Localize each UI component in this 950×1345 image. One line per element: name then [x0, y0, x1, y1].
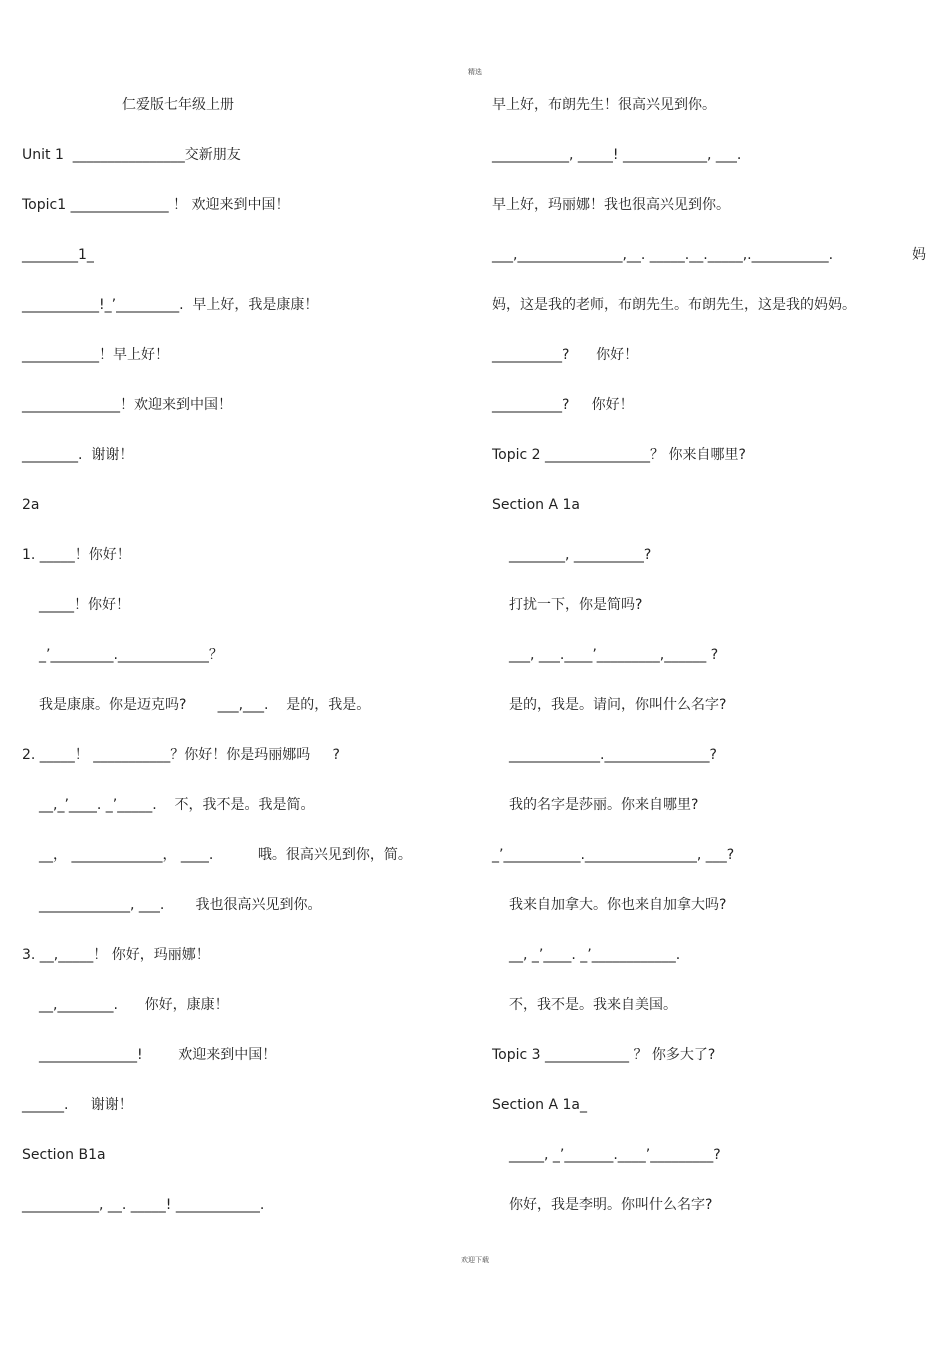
- exercise-line: __， _____________， ____. 哦。很高兴见到你，简。: [39, 847, 412, 863]
- exercise-line: 你好，我是李明。你叫什么名字?: [509, 1197, 713, 1213]
- section-heading: Section B1a: [22, 1147, 106, 1163]
- exercise-line: ___________, __. _____! ____________.: [22, 1197, 265, 1213]
- exercise-line: __, _’____. _’____________.: [509, 947, 681, 963]
- exercise-line: _____！你好！: [39, 597, 130, 613]
- exercise-line: ___________, _____! ____________, ___.: [492, 147, 742, 163]
- exercise-line: 我的名字是莎丽。你来自哪里?: [509, 797, 699, 813]
- exercise-line: ______________！欢迎来到中国！: [22, 397, 232, 413]
- section-heading: Section A 1a_: [492, 1097, 587, 1113]
- exercise-line: ______________! 欢迎来到中国！: [39, 1047, 277, 1063]
- exercise-line-trail: 妈: [912, 247, 926, 263]
- exercise-line: 不，我不是。我来自美国。: [509, 997, 677, 1013]
- exercise-line: ________, __________?: [509, 547, 652, 563]
- exercise-line: 2. _____！ ___________？你好！你是玛丽娜吗 ?: [22, 747, 340, 763]
- topic-heading: Topic 2 _______________？ 你来自哪里?: [492, 447, 746, 463]
- exercise-line: 打扰一下，你是简吗?: [509, 597, 643, 613]
- exercise-line: __________? 你好！: [492, 397, 634, 413]
- exercise-line-text: ___,_______________,__. _____.__._____,.___________.: [492, 247, 834, 263]
- exercise-line: _’___________.________________, ___?: [492, 847, 735, 863]
- page-footer: 欢迎下载: [461, 1256, 489, 1264]
- exercise-line: ___________！早上好！: [22, 347, 169, 363]
- exercise-line: 早上好，玛丽娜！我也很高兴见到你。: [492, 197, 730, 213]
- exercise-line: _’_________._____________？: [39, 647, 223, 663]
- exercise-line: 是的，我是。请问，你叫什么名字?: [509, 697, 727, 713]
- left-column: [22, 93, 462, 1243]
- exercise-line: 我来自加拿大。你也来自加拿大吗?: [509, 897, 727, 913]
- document-title: 仁爱版七年级上册: [122, 97, 234, 113]
- exercise-line: 早上好，布朗先生！很高兴见到你。: [492, 97, 716, 113]
- exercise-line: 3. __,_____！ 你好，玛丽娜！: [22, 947, 210, 963]
- right-column: [492, 93, 932, 1243]
- exercise-line: __,_’____. _’_____. 不，我不是。我是简。: [39, 797, 315, 813]
- exercise-line: ________. 谢谢！: [22, 447, 134, 463]
- section-heading: 2a: [22, 497, 40, 513]
- exercise-line: _____________, ___. 我也很高兴见到你。: [39, 897, 322, 913]
- section-heading: Section A 1a: [492, 497, 580, 513]
- exercise-line: ________1_: [22, 247, 94, 263]
- exercise-line: ______. 谢谢！: [22, 1097, 133, 1113]
- exercise-line: _____, _’_______.____’_________?: [509, 1147, 721, 1163]
- unit-heading: Unit 1 ________________交新朋友: [22, 147, 241, 163]
- exercise-line: [492, 243, 926, 293]
- exercise-line: _____________._______________?: [509, 747, 717, 763]
- exercise-line: ___________!_’_________. 早上好，我是康康！: [22, 297, 319, 313]
- exercise-line: 我是康康。你是迈克吗? ___,___. 是的，我是。: [39, 697, 371, 713]
- exercise-line: __,________. 你好，康康！: [39, 997, 229, 1013]
- exercise-line: __________? 你好！: [492, 347, 639, 363]
- exercise-line: ___, ___.____’_________,______ ?: [509, 647, 719, 663]
- page-header: 精选: [468, 68, 482, 76]
- topic-heading: Topic1 ______________ ！ 欢迎来到中国！: [22, 197, 290, 213]
- exercise-line: 1. _____！你好！: [22, 547, 131, 563]
- topic-heading: Topic 3 ____________ ？ 你多大了?: [492, 1047, 716, 1063]
- exercise-line: 妈，这是我的老师，布朗先生。布朗先生，这是我的妈妈。: [492, 297, 856, 313]
